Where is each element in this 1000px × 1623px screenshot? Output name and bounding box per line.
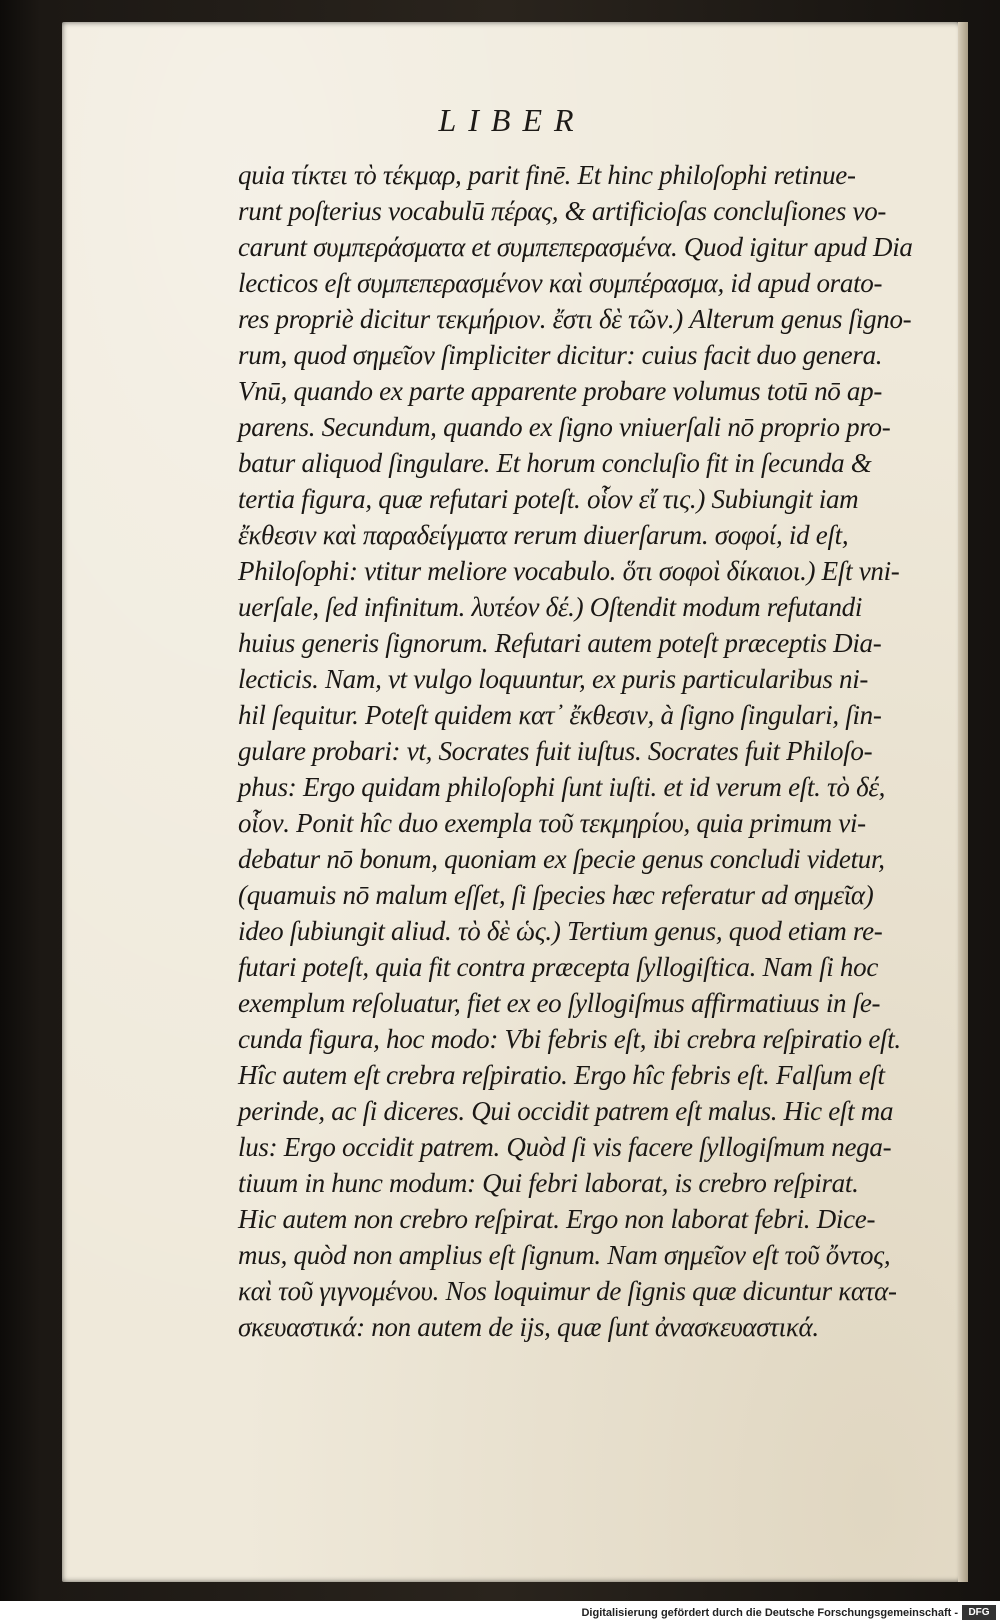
text-line: res propriè dicitur τεκμήριον. ἔστι δὲ τῶν.) Alterum genus ſigno- [238,304,912,334]
text-line: ideo ſubiungit aliud. τὸ δὲ ὡς.) Tertium genus, quod etiam re- [238,916,883,946]
text-line: tertia figura, quæ refutari poteſt. οἷον εἴ τις.) Subiungit iam [238,484,859,514]
text-line: (quamuis nō malum eſſet, ſi ſpecies hæc referatur ad σημεῖα) [238,880,874,910]
text-block [238,157,928,1345]
dfg-logo: DFG [962,1605,996,1620]
text-line: lecticos eſt συμπεπερασμένον καὶ συμπέρασμα, id apud orato- [238,268,883,298]
text-line: cunda figura, hoc modo: Vbi febris eſt, ibi crebra reſpiratio eſt. [238,1024,901,1054]
text-line: Hic autem non crebro reſpirat. Ergo non laborat febri. Dice- [238,1204,876,1234]
text-line: lecticis. Nam, vt vulgo loquuntur, ex puris particularibus ni- [238,664,869,694]
text-line: Vnū, quando ex parte apparente probare volumus totū nō ap- [238,376,883,406]
text-line: rum, quod σημεῖον ſimpliciter dicitur: cuius facit duo genera. [238,340,883,370]
text-line: debatur nō bonum, quoniam ex ſpecie genus concludi videtur, [238,844,885,874]
text-line: phus: Ergo quidam philoſophi ſunt iuſti. et id verum eſt. τὸ δέ, [238,772,886,802]
text-line: parens. Secundum, quando ex ſigno vniuerſali nō proprio pro- [238,412,891,442]
text-line: batur aliquod ſingulare. Et horum concluſio fit in ſecunda & [238,448,872,478]
text-line: perinde, ac ſi diceres. Qui occidit patrem eſt malus. Hic eſt ma [238,1096,894,1126]
footer-credit: Digitalisierung gefördert durch die Deutsche Forschungsgemeinschaft - [581,1607,958,1619]
text-line: Hîc autem eſt crebra reſpiratio. Ergo hîc febris eſt. Falſum eſt [238,1060,885,1090]
text-line: exemplum reſoluatur, fiet ex eo ſyllogiſmus affirmatiuus in ſe- [238,988,881,1018]
running-head: LIBER [438,102,586,138]
text-line: carunt συμπεράσματα et συμπεπερασμένα. Quod igitur apud Dia [238,232,913,262]
book-page [62,22,962,1582]
text-line: runt poſterius vocabulū πέρας, & artificioſas concluſiones vo- [238,196,887,226]
text-line: futari poteſt, quia fit contra præcepta ſyllogiſtica. Nam ſi hoc [238,952,879,982]
text-line: mus, quòd non amplius eſt ſignum. Nam σημεῖον eſt τοῦ ὄντος, [238,1240,891,1270]
text-line: huius generis ſignorum. Refutari autem poteſt præceptis Dia- [238,628,882,658]
text-line: uerſale, ſed infinitum. λυτέον δέ.) Oſtendit modum refutandi [238,592,863,622]
text-line: tiuum in hunc modum: Qui febri laborat, is crebro reſpirat. [238,1168,859,1198]
text-line: lus: Ergo occidit patrem. Quòd ſi vis facere ſyllogiſmum nega- [238,1132,892,1162]
text-line: Philoſophi: vtitur meliore vocabulo. ὅτι σοφοὶ δίκαιοι.) Eſt vni- [238,556,900,586]
text-line: hil ſequitur. Poteſt quidem κατ᾽ ἔκθεσιν, à ſigno ſingulari, ſin- [238,700,882,730]
text-line: gulare probari: vt, Socrates fuit iuſtus. Socrates fuit Philoſo- [238,736,873,766]
footer-strip [0,1601,1000,1623]
text-line: οἷον. Ponit hîc duo exempla τοῦ τεκμηρίου, quia primum vi- [238,808,866,838]
text-line: quia τίκτει τὸ τέκμαρ, parit finē. Et hinc philoſophi retinue- [238,160,856,190]
text-line: καὶ τοῦ γιγνομένου. Nos loquimur de ſignis quæ dicuntur κατα- [238,1276,897,1306]
text-line: ἔκθεσιν καὶ παραδείγματα rerum diuerſarum. σοφοί, id eſt, [238,520,849,550]
text-line: σκευαστικά: non autem de ijs, quæ ſunt ἀνασκευαστικά. [238,1312,819,1342]
